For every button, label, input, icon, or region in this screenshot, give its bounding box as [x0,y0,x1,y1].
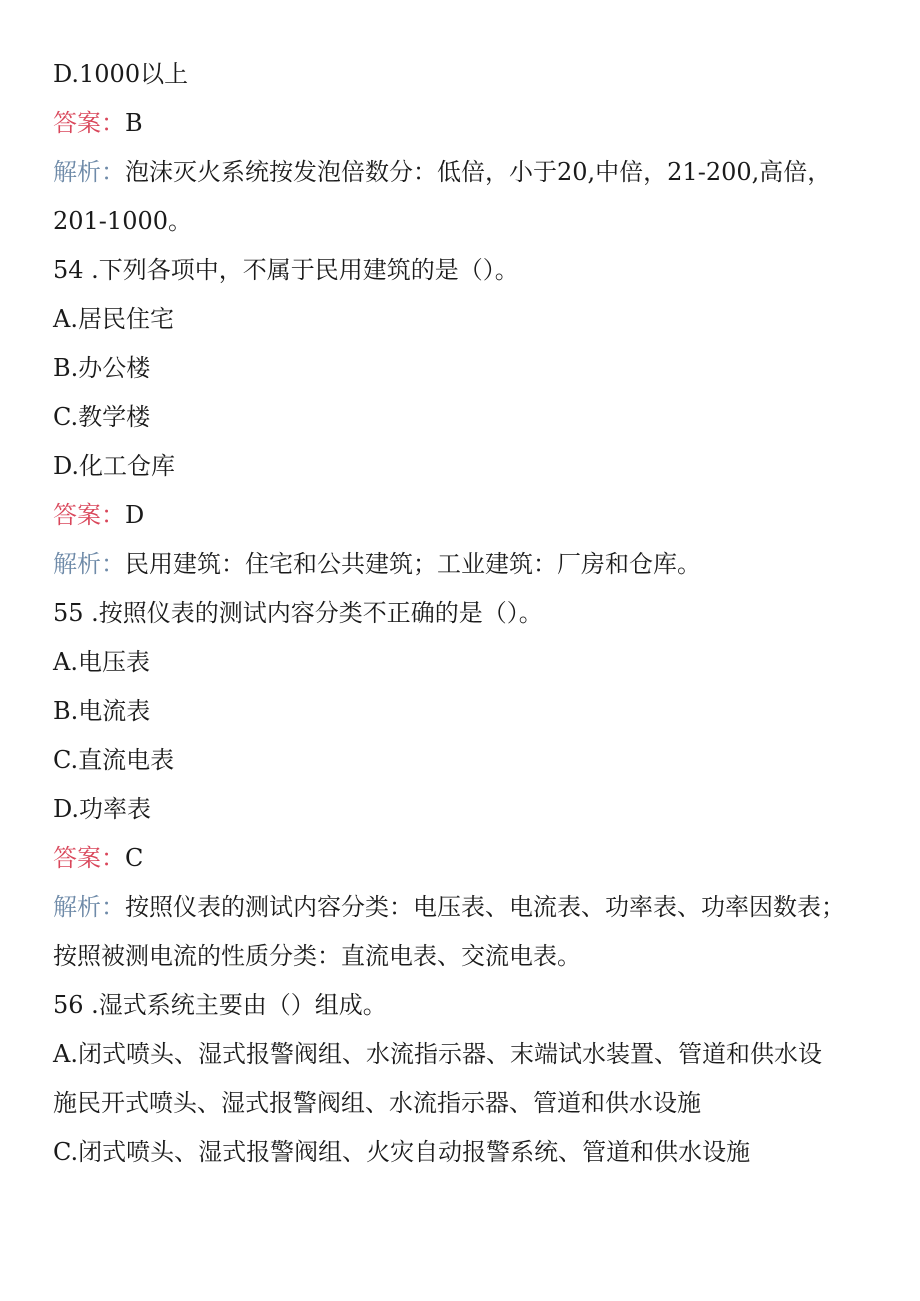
q54-option-c: C.教学楼 [53,403,151,431]
q55-option-a: A.电压表 [53,648,150,676]
q55-stem: 55 .按照仪表的测试内容分类不正确的是（）。 [53,599,543,627]
q53-option-d: D.1000以上 [53,60,189,88]
q53-analysis-line-2: 201-1000。 [53,207,192,235]
analysis-label: 解析： [53,893,125,921]
analysis-text: 泡沫灭火系统按发泡倍数分：低倍，小于20,中倍，21-200,高倍， [125,158,832,186]
q55-option-b: B.电流表 [53,697,151,725]
q53-analysis-line-1 [53,157,880,187]
analysis-text: 按照仪表的测试内容分类：电压表、电流表、功率表、功率因数表； [125,893,845,921]
q53-answer [53,108,880,138]
q55-option-d: D.功率表 [53,795,152,823]
q56-stem: 56 .湿式系统主要由（）组成。 [53,991,387,1019]
q55-analysis-line-1 [53,892,880,922]
q56-option-c: C.闭式喷头、湿式报警阀组、火灾自动报警系统、管道和供水设施 [53,1138,751,1166]
analysis-label: 解析： [53,158,125,186]
q56-option-a-line-1: A.闭式喷头、湿式报警阀组、水流指示器、末端试水装置、管道和供水设 [53,1040,822,1068]
q56-option-a-line-2: 施民开式喷头、湿式报警阀组、水流指示器、管道和供水设施 [53,1089,701,1117]
analysis-label: 解析： [53,550,125,578]
q54-stem: 54 .下列各项中，不属于民用建筑的是（）。 [53,256,519,284]
answer-label: 答案： [53,109,125,137]
q54-option-a: A.居民住宅 [53,305,174,333]
answer-value: D [125,501,145,529]
q54-option-d: D.化工仓库 [53,452,176,480]
q54-answer [53,500,880,530]
analysis-text: 民用建筑：住宅和公共建筑；工业建筑：厂房和仓库。 [125,550,701,578]
answer-label: 答案： [53,844,125,872]
answer-value: C [125,844,144,872]
answer-value: B [125,109,143,137]
q55-option-c: C.直流电表 [53,746,175,774]
q54-analysis [53,549,880,579]
q55-analysis-line-2: 按照被测电流的性质分类：直流电表、交流电表。 [53,942,581,970]
q55-answer [53,843,880,873]
answer-label: 答案： [53,501,125,529]
q54-option-b: B.办公楼 [53,354,151,382]
